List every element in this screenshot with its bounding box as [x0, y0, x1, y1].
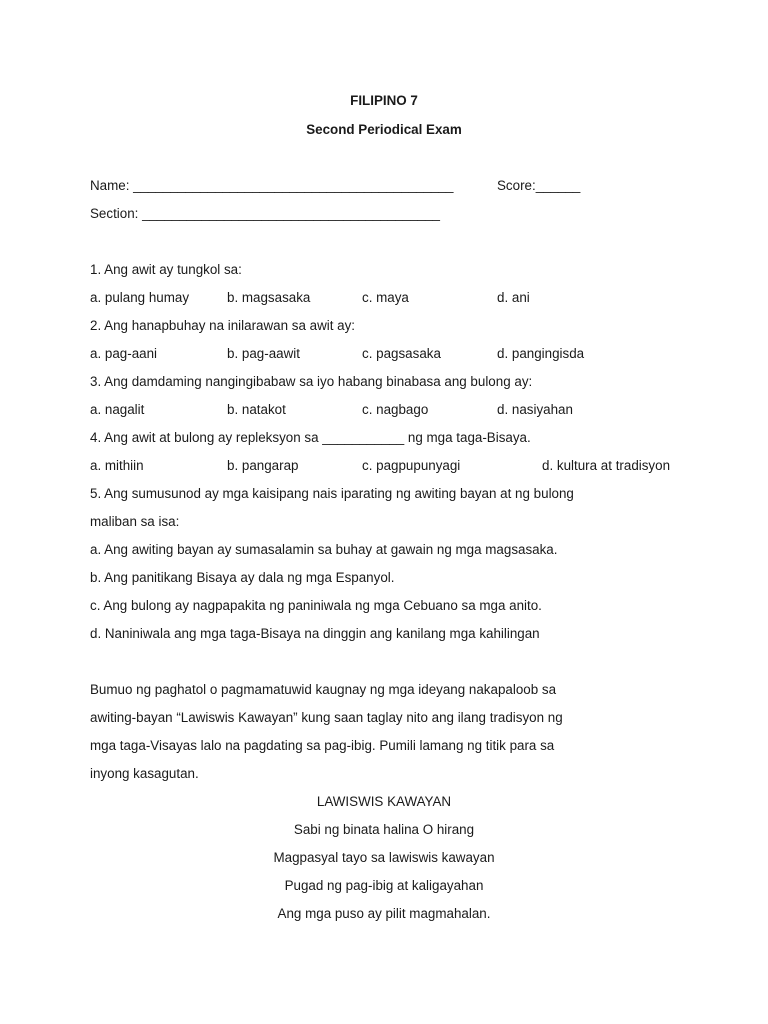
choice-c: c. maya: [362, 290, 409, 305]
choice-a: a. mithiin: [90, 458, 144, 473]
choice-b: b. natakot: [227, 402, 286, 417]
poem-line-3: Pugad ng pag-ibig at kaligayahan: [284, 878, 484, 893]
question-5-choice-a: a. Ang awiting bayan ay sumasalamin sa buhay at gawain ng mga magsasaka.: [90, 542, 558, 557]
score-field: Score:______: [497, 178, 581, 193]
choice-c: c. pagpupunyagi: [362, 458, 461, 473]
instructions-line-3: mga taga-Visayas lalo na pagdating sa pag-ibig. Pumili lamang ng titik para sa: [90, 738, 555, 753]
choice-c: c. nagbago: [362, 402, 429, 417]
question-2-stem: 2. Ang hanapbuhay na inilarawan sa awit ay:: [90, 318, 356, 333]
question-5-stem-line-2: maliban sa isa:: [90, 514, 180, 529]
question-5-stem-line-1: 5. Ang sumusunod ay mga kaisipang nais iparating ng awiting bayan at ng bulong: [90, 486, 574, 501]
choice-b: b. pangarap: [227, 458, 299, 473]
section-field: Section: ________________________________________: [90, 206, 440, 221]
choice-d: d. kultura at tradisyon: [542, 458, 671, 473]
subject-title: FILIPINO 7: [350, 93, 418, 108]
choice-a: a. pag-aani: [90, 346, 158, 361]
poem-title: LAWISWIS KAWAYAN: [316, 794, 452, 809]
choice-d: d. pangingisda: [497, 346, 585, 361]
question-4-stem: 4. Ang awit at bulong ay repleksyon sa ___________ ng mga taga-Bisaya.: [90, 430, 531, 445]
choice-c: c. pagsasaka: [362, 346, 441, 361]
choice-d: d. ani: [497, 290, 530, 305]
choice-a: a. pulang humay: [90, 290, 190, 305]
question-5-choice-d: d. Naniniwala ang mga taga-Bisaya na dinggin ang kanilang mga kahilingan: [90, 626, 540, 641]
instructions-line-4: inyong kasagutan.: [90, 766, 199, 781]
choice-d: d. nasiyahan: [497, 402, 573, 417]
instructions-line-2: awiting-bayan “Lawiswis Kawayan” kung saan taglay nito ang ilang tradisyon ng: [90, 710, 563, 725]
name-field: Name: ___________________________________________: [90, 178, 454, 193]
question-3-stem: 3. Ang damdaming nangingibabaw sa iyo habang binabasa ang bulong ay:: [90, 374, 533, 389]
exam-title: Second Periodical Exam: [306, 122, 462, 137]
choice-b: b. magsasaka: [227, 290, 311, 305]
instructions-line-1: Bumuo ng paghatol o pagmamatuwid kaugnay ng mga ideyang nakapaloob sa: [90, 682, 557, 697]
choice-a: a. nagalit: [90, 402, 145, 417]
question-5-choice-c: c. Ang bulong ay nagpapakita ng paniniwala ng mga Cebuano sa mga anito.: [90, 598, 542, 613]
poem-line-4: Ang mga puso ay pilit magmahalan.: [277, 906, 491, 921]
question-1-stem: 1. Ang awit ay tungkol sa:: [90, 262, 242, 277]
poem-line-2: Magpasyal tayo sa lawiswis kawayan: [273, 850, 495, 865]
choice-b: b. pag-aawit: [227, 346, 300, 361]
poem-line-1: Sabi ng binata halina O hirang: [293, 822, 475, 837]
question-5-choice-b: b. Ang panitikang Bisaya ay dala ng mga Espanyol.: [90, 570, 395, 585]
